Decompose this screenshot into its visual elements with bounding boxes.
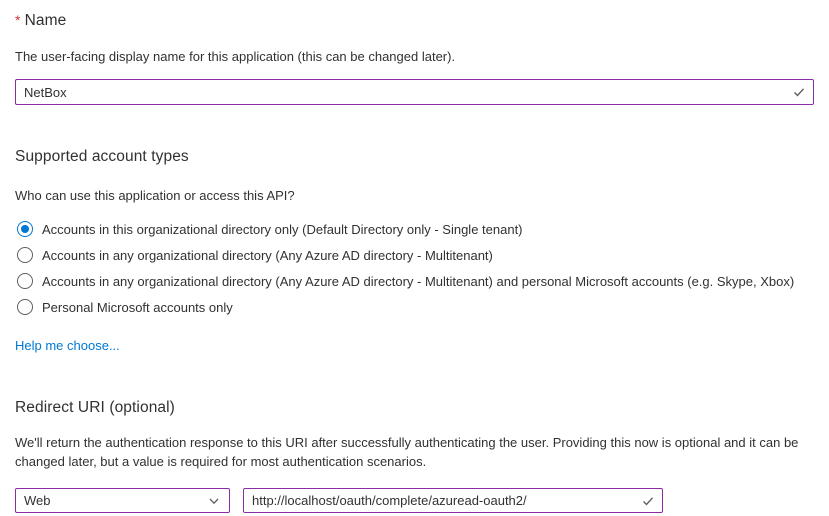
radio-button-icon[interactable]	[17, 299, 33, 315]
platform-select[interactable]	[15, 488, 230, 513]
redirect-uri-title: Redirect URI (optional)	[15, 399, 175, 416]
redirect-uri-description: We'll return the authentication response to this URI after successfully authenticating the user. Providing this now is optional and it can be changed later, but a value is required for most authentication scenarios.	[15, 435, 799, 469]
name-input[interactable]	[15, 79, 814, 105]
platform-selected-value: Web	[24, 493, 51, 508]
radio-option-label: Accounts in any organizational directory (Any Azure AD directory - Multitenant) and personal Microsoft accounts (e.g. Skype, Xbox)	[42, 273, 795, 289]
name-input-wrap	[15, 79, 814, 105]
radio-button-icon[interactable]	[17, 247, 33, 263]
chevron-down-icon	[207, 494, 221, 508]
radio-option-label: Accounts in this organizational directory only (Default Directory only - Single tenant)	[42, 221, 523, 237]
redirect-uri-row	[15, 488, 814, 513]
name-section-title	[15, 12, 814, 30]
required-marker: *	[15, 12, 21, 28]
radio-option-single-tenant[interactable]	[15, 216, 814, 242]
supported-account-types-title: Supported account types	[15, 148, 189, 165]
radio-button-icon[interactable]	[17, 273, 33, 289]
redirect-uri-input-wrap	[243, 488, 663, 513]
name-description: The user-facing display name for this application (this can be changed later).	[15, 49, 456, 64]
account-types-radio-group	[15, 216, 814, 320]
name-title-text: Name	[24, 12, 67, 29]
redirect-uri-input[interactable]	[243, 488, 663, 513]
radio-option-label: Accounts in any organizational directory (Any Azure AD directory - Multitenant)	[42, 247, 493, 263]
radio-option-label: Personal Microsoft accounts only	[42, 299, 233, 315]
help-me-choose-link[interactable]: Help me choose...	[15, 338, 120, 353]
radio-button-icon[interactable]	[17, 221, 33, 237]
radio-option-multitenant[interactable]	[15, 242, 814, 268]
radio-option-personal-only[interactable]	[15, 294, 814, 320]
radio-option-multitenant-personal[interactable]	[15, 268, 814, 294]
account-types-question: Who can use this application or access this API?	[15, 188, 295, 203]
